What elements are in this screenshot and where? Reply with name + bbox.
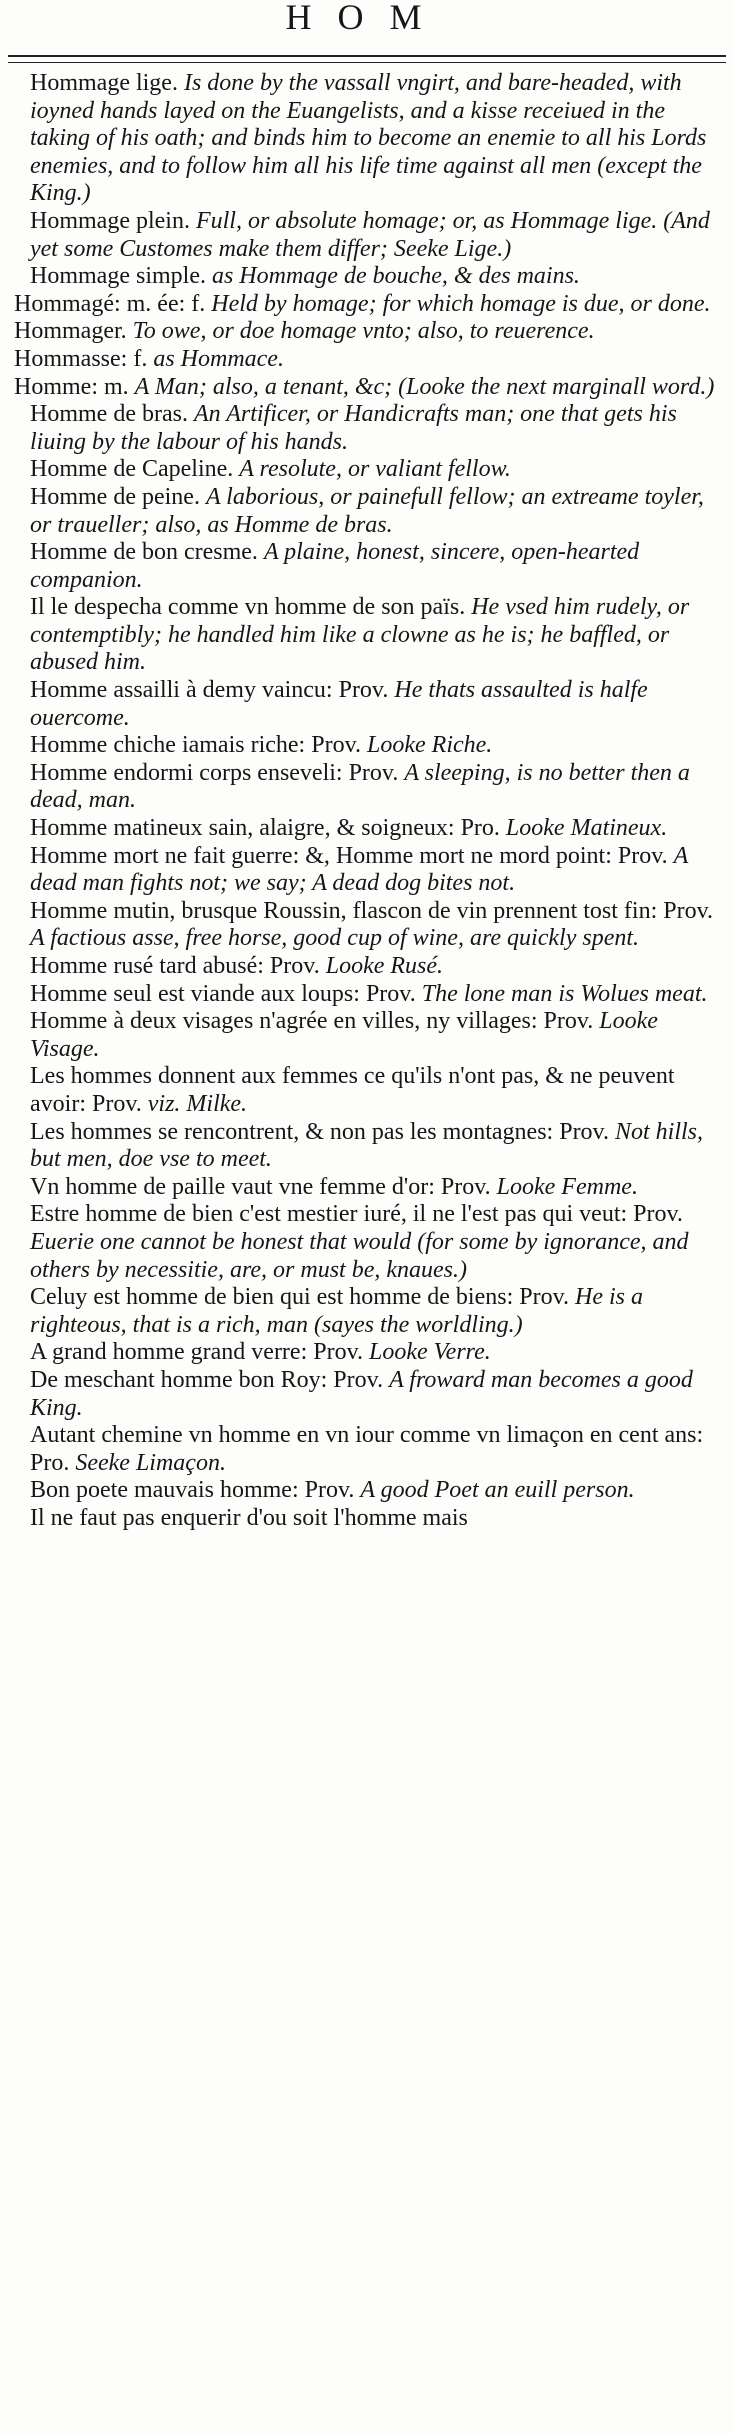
entry-headword: Les hommes se rencontrent, & non pas les montagnes: Prov.: [30, 1118, 609, 1145]
entry-headword: Homme mutin, brusque Roussin, flascon de vin prennent tost fin: Prov.: [30, 897, 714, 924]
dictionary-entry: [14, 291, 722, 319]
entry-translation: A froward man becomes a good King.: [30, 1366, 693, 1421]
dictionary-entry: [30, 1339, 722, 1367]
entry-headword: Les hommes donnent aux femmes ce qu'ils n'ont pas, & ne peuvent avoir: Prov.: [30, 1063, 675, 1117]
dictionary-entry: [30, 401, 722, 456]
dictionary-entry: [30, 843, 722, 898]
entry-translation: Looke Visage.: [30, 1008, 658, 1062]
entry-headword: Bon poete mauvais homme: Prov.: [30, 1477, 355, 1504]
dictionary-entry: [30, 70, 722, 208]
entry-translation: as Hommage de bouche, & des mains.: [211, 263, 580, 290]
running-head: HOM: [285, 0, 448, 34]
entry-translation: He vsed him rudely, or contemptibly; he handled him like a clowne as he is; he baffled, or abused him.: [30, 594, 690, 676]
dictionary-entry: [30, 539, 722, 594]
dictionary-entry: [30, 1367, 722, 1422]
entry-headword: Homme de peine.: [30, 483, 200, 510]
entry-translation: Full, or absolute homage; or, as Hommage lige. (And yet some Customes make them differ; Seeke Lige.): [30, 207, 710, 262]
entry-headword: Il ne faut pas enquerir d'ou soit l'homme mais: [30, 1504, 468, 1531]
entry-headword: Homme mort ne fait guerre: &, Homme mort ne mord point: Prov.: [30, 842, 668, 869]
dictionary-entry: [30, 263, 722, 291]
entry-translation: Looke Verre.: [369, 1339, 491, 1366]
dictionary-entry: [30, 732, 722, 760]
entry-translation: A plaine, honest, sincere, open-hearted companion.: [30, 539, 640, 593]
entry-translation: Looke Femme.: [496, 1173, 638, 1200]
dictionary-entry: [30, 1174, 722, 1202]
dictionary-entry: [30, 208, 722, 263]
entry-headword: De meschant homme bon Roy: Prov.: [30, 1366, 384, 1393]
dictionary-entry: [14, 346, 722, 374]
dictionary-entry: [30, 1422, 722, 1477]
entry-translation: A factious asse, free horse, good cup of wine, are quickly spent.: [30, 925, 640, 952]
entry-headword: Homme de bon cresme.: [30, 539, 258, 566]
entry-headword: Homme seul est viande aux loups: Prov.: [30, 980, 416, 1007]
entry-translation: Not hills, but men, doe vse to meet.: [30, 1118, 704, 1173]
dictionary-entry: [30, 1505, 722, 1533]
dictionary-entry: [14, 318, 722, 346]
entry-headword: Hommagé: m. ée: f.: [14, 290, 206, 317]
entry-translation: A dead man fights not; we say; A dead dog bites not.: [30, 842, 688, 897]
entry-headword: Celuy est homme de bien qui est homme de biens: Prov.: [30, 1284, 570, 1311]
entry-translation: A sleeping, is no better then a dead, man.: [30, 759, 690, 814]
entry-headword: Homme chiche iamais riche: Prov.: [30, 732, 362, 759]
entry-headword: Hommage simple.: [30, 263, 206, 290]
entry-translation: as Hommace.: [153, 345, 284, 372]
entry-translation: The lone man is Wolues meat.: [421, 980, 708, 1007]
entry-translation: Is done by the vassall vngirt, and bare-headed, with ioyned hands layed on the Euangelists, and a kisse receiued in the taking of his oath; and binds him to become an enemie to all his Lords enemies, and to follow him all his life time against all men (except the King.): [30, 70, 707, 207]
entry-translation: Seeke Limaçon.: [75, 1449, 226, 1476]
entry-translation: He is a righteous, that is a rich, man (sayes the worldling.): [30, 1284, 644, 1338]
entry-headword: Homme: m.: [14, 373, 129, 400]
entry-translation: A good Poet an euill person.: [360, 1477, 635, 1504]
entry-headword: Autant chemine vn homme en vn iour comme vn limaçon en cent ans: Pro.: [30, 1422, 704, 1476]
entry-headword: Homme de Capeline.: [30, 456, 234, 483]
dictionary-entry: [30, 484, 722, 539]
dictionary-entry: [14, 374, 722, 402]
dictionary-entry: [30, 1063, 722, 1118]
dictionary-entry: [30, 898, 722, 953]
dictionary-entry: [30, 953, 722, 981]
entry-translation: Euerie one cannot be honest that would (for some by ignorance, and others by necessitie, are, or must be, knaues.): [30, 1228, 689, 1283]
entry-translation: A resolute, or valiant fellow.: [239, 456, 511, 483]
entry-headword: Hommager.: [14, 318, 127, 345]
entry-headword: Il le despecha comme vn homme de son païs.: [30, 594, 466, 621]
dictionary-entry: [30, 1201, 722, 1284]
dictionary-entry: [30, 594, 722, 677]
entry-headword: Homme à deux visages n'agrée en villes, ny villages: Prov.: [30, 1008, 594, 1035]
header-rule-top: [8, 55, 726, 57]
dictionary-entry: [30, 677, 722, 732]
dictionary-entries: [14, 70, 722, 1532]
entry-headword: Homme rusé tard abusé: Prov.: [30, 953, 320, 979]
dictionary-entry: [30, 1008, 722, 1063]
dictionary-entry: [30, 1284, 722, 1339]
entry-translation: He thats assaulted is halfe ouercome.: [30, 677, 648, 731]
entry-translation: Looke Rusé.: [325, 953, 444, 979]
entry-translation: Looke Riche.: [367, 732, 493, 759]
entry-headword: Hommasse: f.: [14, 345, 148, 372]
dictionary-entry: [30, 1477, 722, 1505]
entry-headword: Estre homme de bien c'est mestier iuré, il ne l'est pas qui veut: Prov.: [30, 1201, 683, 1228]
dictionary-entry: [30, 815, 722, 843]
entry-headword: Homme de bras.: [30, 401, 188, 428]
entry-translation: A Man; also, a tenant, &c; (Looke the next marginall word.): [134, 373, 715, 400]
entry-translation: viz. Milke.: [147, 1090, 248, 1117]
entry-translation: Held by homage; for which homage is due, or done.: [211, 290, 711, 317]
entry-headword: Vn homme de paille vaut vne femme d'or: Prov.: [30, 1173, 491, 1200]
entry-headword: Hommage plein.: [30, 207, 190, 234]
dictionary-entry: [30, 981, 722, 1009]
entry-headword: Homme matineux sain, alaigre, & soigneux: Pro.: [30, 815, 500, 842]
dictionary-entry: [30, 456, 722, 484]
entry-translation: To owe, or doe homage vnto; also, to reuerence.: [132, 318, 595, 345]
dictionary-entry: [30, 760, 722, 815]
entry-headword: Hommage lige.: [30, 70, 178, 96]
header-rule-bottom: [8, 62, 726, 63]
entry-translation: An Artificer, or Handicrafts man; one that gets his liuing by the labour of his hands.: [30, 401, 677, 455]
entry-headword: A grand homme grand verre: Prov.: [30, 1339, 364, 1366]
dictionary-entry: [30, 1119, 722, 1174]
entry-translation: Looke Matineux.: [505, 815, 668, 842]
entry-translation: A laborious, or painefull fellow; an extreame toyler, or traueller; also, as Homme de bras.: [30, 483, 704, 538]
entry-headword: Homme endormi corps enseveli: Prov.: [30, 759, 399, 786]
entry-headword: Homme assailli à demy vaincu: Prov.: [30, 677, 389, 704]
